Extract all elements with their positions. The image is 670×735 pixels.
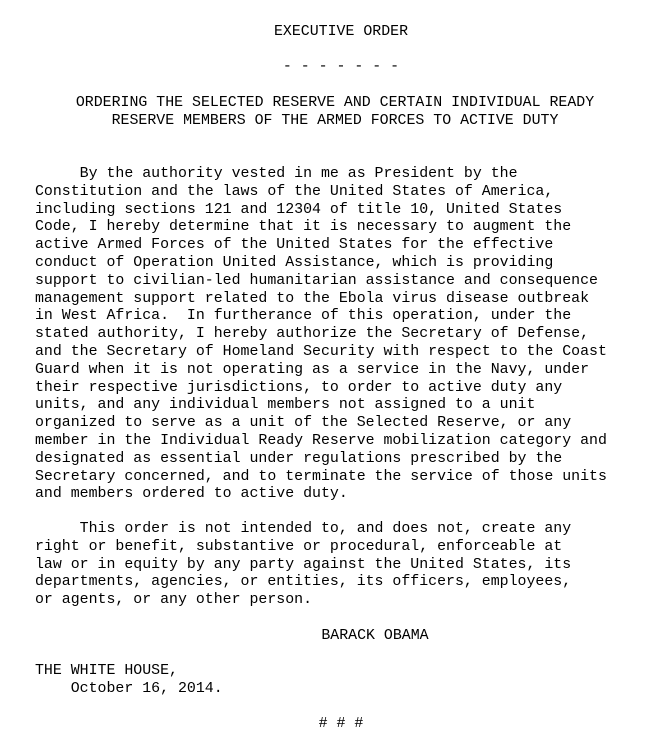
- body-paragraph-1: By the authority vested in me as President by the Constitution and the laws of the United States of America, including sections 121 and 12304 of title 10, United States Code, I hereby determine that it is necessary to augment the active Armed Forces of the United States for the effective conduct of Operation United Assistance, which is providing support to civilian-led humanitarian assistance and consequence management support related to the Ebola virus disease outbreak in West Africa. In furtherance of this operation, under the stated authority, I hereby authorize the Secretary of Defense, and the Secretary of Homeland Security with respect to the Coast Guard when it is not operating as a service in the Navy, under their respective jurisdictions, to order to active duty any units, and any individual members not assigned to a unit organized to serve as a unit of the Selected Reserve, or any member in the Individual Ready Reserve mobilization category and designated as essential under regulations prescribed by the Secretary concerned, and to terminate the service of those units and members ordered to active duty.: [35, 166, 607, 503]
- title-separator: - - - - - - -: [282, 59, 400, 75]
- order-heading: ORDERING THE SELECTED RESERVE AND CERTAIN INDIVIDUAL READY RESERVE MEMBERS OF THE ARMED FORCES TO ACTIVE DUTY: [75, 95, 595, 129]
- document-title: EXECUTIVE ORDER: [273, 24, 409, 40]
- signature-name: BARACK OBAMA: [321, 628, 429, 644]
- end-mark: # # #: [318, 716, 364, 732]
- body-paragraph-2: This order is not intended to, and does not, create any right or benefit, substantive or procedural, enforceable at law or in equity by any party against the United States, its departments, agencies, or entities, its officers, employees, or agents, or any other person.: [35, 521, 572, 609]
- place-and-date: THE WHITE HOUSE, October 16, 2014.: [35, 663, 223, 697]
